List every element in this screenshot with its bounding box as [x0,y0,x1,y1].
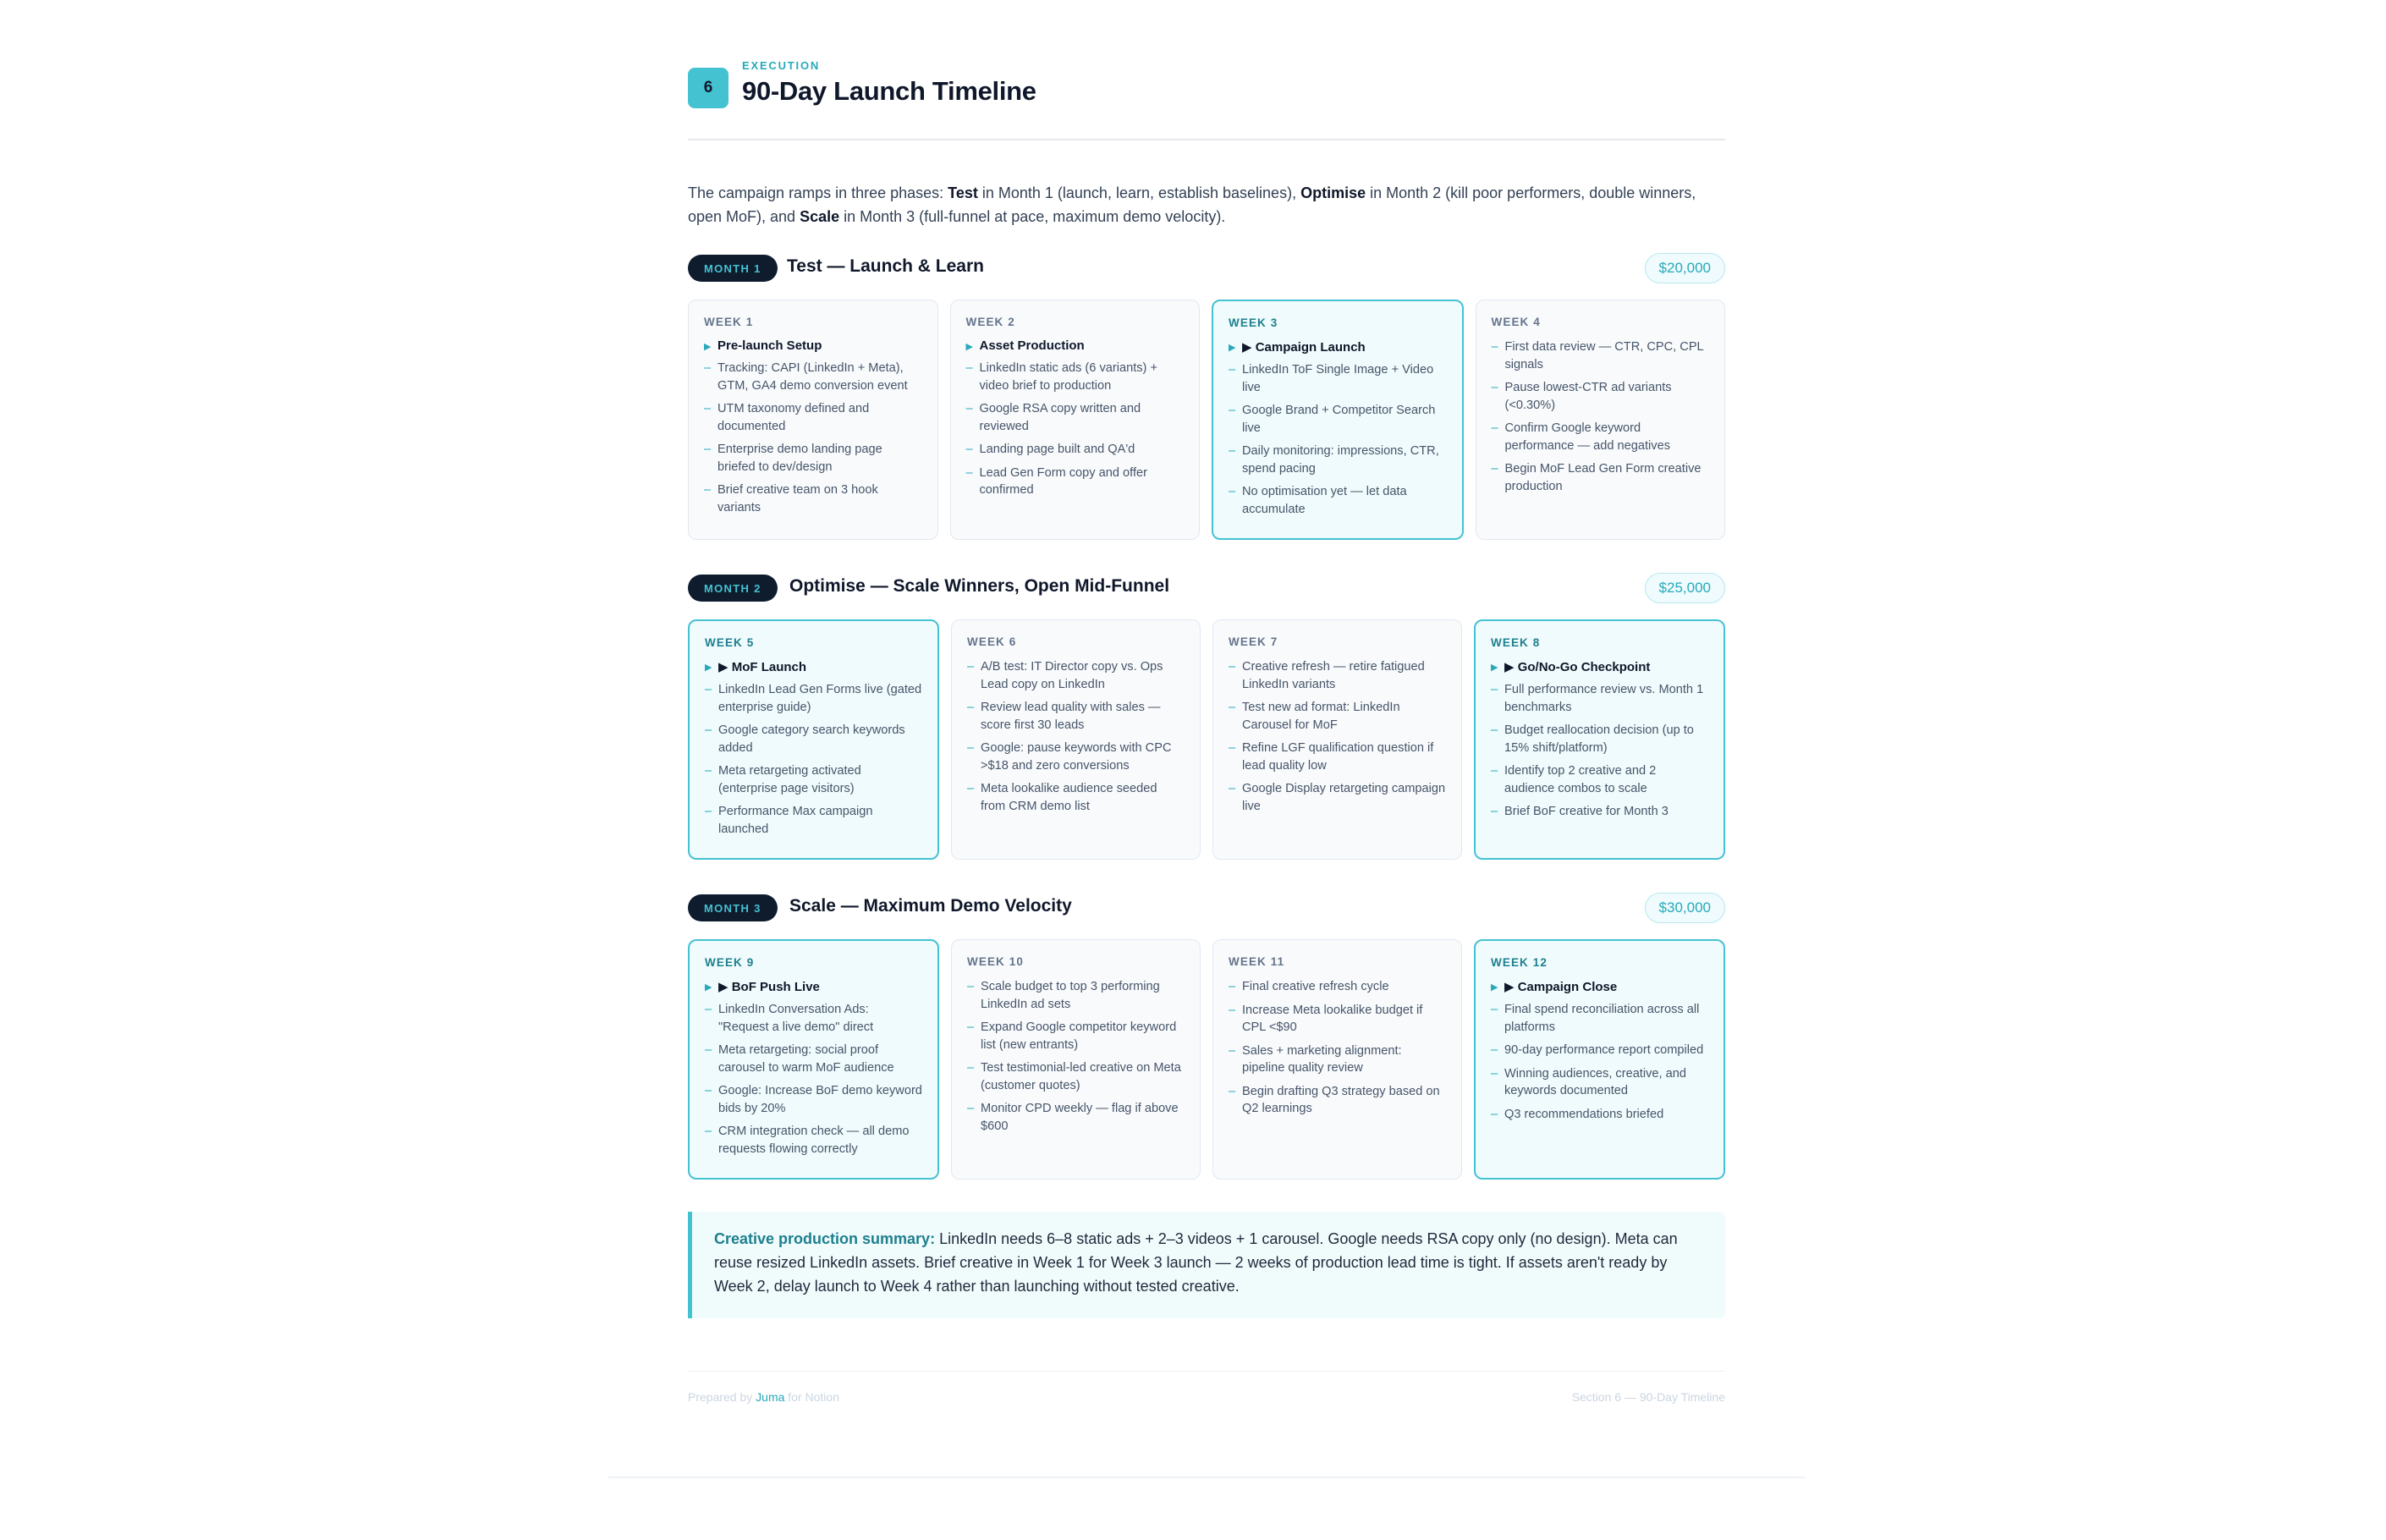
list-item: – Expand Google competitor keyword list (new entrants) [967,1020,1177,1052]
week-label: WEEK 1 [704,316,754,328]
week-heading [705,979,922,994]
list-item: – Lead Gen Form copy and offer confirmed [965,465,1147,497]
list-item: – Review lead quality with sales — score first 30 leads [967,701,1161,732]
dash-bullet-icon: – [705,1043,712,1057]
list-item: – Refine LGF qualification question if lead quality low [1229,741,1434,773]
week-card [950,300,1201,540]
month-budget-badge: $30,000 [1645,893,1725,923]
list-item: – Budget reallocation decision (up to 15% shift/platform) [1491,723,1694,755]
dash-bullet-icon: – [1491,1066,1498,1081]
list-item: – Landing page built and QA'd [966,441,1185,459]
month-pill: MONTH 3 [688,894,778,921]
week-task-list [704,360,922,516]
dash-bullet-icon: – [1229,741,1236,755]
page-bottom-divider [608,1477,1805,1478]
list-item: – Google: Increase BoF demo keyword bids by 20% [705,1084,922,1115]
dash-bullet-icon: – [1229,1043,1236,1058]
dash-bullet-icon: – [965,402,973,415]
list-item: – Meta retargeting activated (enterprise page visitors) [705,764,861,795]
intro-scale: Scale [800,208,840,225]
dash-bullet-icon: – [704,361,712,375]
dash-bullet-icon: – [705,805,712,818]
week-label: WEEK 8 [1491,636,1541,649]
list-item: – Identify top 2 creative and 2 audience combos to scale [1491,764,1657,795]
list-item: – Google Display retargeting campaign live [1229,782,1446,813]
week-label: WEEK 11 [1229,955,1285,968]
week-cards [688,300,1725,540]
week-label: WEEK 3 [1229,316,1278,329]
list-item: – Test testimonial-led creative on Meta (customer quotes) [967,1061,1181,1092]
dash-bullet-icon: – [1229,404,1236,417]
dash-bullet-icon: – [1229,660,1236,674]
list-item: – Brief BoF creative for Month 3 [1491,803,1708,821]
dash-bullet-icon: – [705,1003,712,1016]
dash-bullet-icon: – [1491,1043,1498,1057]
dash-bullet-icon: – [1229,980,1236,993]
week-task-list [1492,338,1710,495]
month-title: Scale — Maximum Demo Velocity [789,896,1072,916]
play-triangle-icon: ▶ [705,982,712,993]
week-task-list [705,1001,922,1158]
week-card [1476,300,1726,540]
summary-lead: Creative production summary: [714,1230,936,1247]
page-title: 90-Day Launch Timeline [742,76,1036,106]
list-item: – LinkedIn static ads (6 variants) + video brief to production [965,361,1157,393]
list-item: – Final creative refresh cycle [1229,978,1446,996]
list-item: – No optimisation yet — let data accumulate [1229,485,1407,516]
week-task-list [966,360,1185,499]
dash-bullet-icon: – [1491,1107,1498,1121]
week-task-list [705,681,922,838]
week-label: WEEK 2 [965,316,1015,328]
list-item: – Pause lowest-CTR ad variants (<0.30%) [1491,381,1672,412]
intro-paragraph: The campaign ramps in three phases: Test in Month 1 (launch, learn, establish baselines), Optimise in Month 2 (kill poor performers, double winners, open MoF), and Scale in Month 3 (full-funnel at pace, maximum demo velocity). [688,184,1696,225]
month-pill: MONTH 1 [688,255,778,282]
dash-bullet-icon: – [1491,421,1498,435]
week-card [951,939,1201,1180]
week-label: WEEK 6 [967,635,1017,648]
dash-bullet-icon: – [965,361,973,375]
week-card [951,619,1201,860]
list-item: – Tracking: CAPI (LinkedIn + Meta), GTM, GA4 demo conversion event [704,361,908,393]
list-item: – Increase Meta lookalike budget if CPL <$90 [1229,1003,1423,1034]
month-budget-badge: $20,000 [1645,253,1725,283]
week-card [688,300,938,540]
week-heading [1491,659,1708,674]
month-2-block [688,574,1725,860]
document-page [688,56,1725,1422]
list-item: – Q3 recommendations briefed [1491,1106,1708,1124]
list-item: – Google RSA copy written and reviewed [965,402,1141,433]
dash-bullet-icon: – [704,443,712,456]
week-cards [688,619,1725,860]
section-number-badge: 6 [688,68,728,108]
intro-test: Test [948,184,978,201]
week-card [1212,939,1462,1180]
dash-bullet-icon: – [1491,381,1498,394]
dash-bullet-icon: – [967,1102,975,1115]
dash-bullet-icon: – [705,1125,712,1138]
month-3-block [688,894,1725,1180]
list-item: – A/B test: IT Director copy vs. Ops Lead copy on LinkedIn [967,660,1163,691]
list-item: – Brief creative team on 3 hook variants [704,483,878,514]
dash-bullet-icon: – [1229,485,1236,498]
list-item: – CRM integration check — all demo requests flowing correctly [705,1125,910,1156]
week-label: WEEK 7 [1229,635,1278,648]
dash-bullet-icon: – [1491,1003,1498,1016]
dash-bullet-icon: – [704,402,712,415]
week-card [688,619,939,860]
list-item: – LinkedIn ToF Single Image + Video live [1229,363,1434,394]
week-task-list [1229,978,1446,1118]
week-card [688,939,939,1180]
week-task-list [1491,681,1708,821]
list-item: – Creative refresh — retire fatigued LinkedIn variants [1229,660,1425,691]
week-card [1212,619,1462,860]
week-heading [1491,979,1708,994]
dash-bullet-icon: – [1491,764,1498,778]
week-heading-text: Asset Production [979,338,1085,353]
dash-bullet-icon: – [967,980,975,993]
footer-brand-link[interactable]: Juma [756,1390,785,1404]
footer-prepared-by: Prepared by Juma for Notion [688,1390,839,1404]
list-item: – UTM taxonomy defined and documented [704,402,870,433]
list-item: – LinkedIn Conversation Ads: "Request a live demo" direct [705,1003,874,1034]
list-item: – Google: pause keywords with CPC >$18 and zero conversions [967,741,1172,773]
list-item: – Performance Max campaign launched [705,805,873,836]
week-cards [688,939,1725,1180]
dash-bullet-icon: – [965,443,973,456]
week-label: WEEK 5 [705,636,755,649]
month-header [688,894,1725,922]
week-task-list [1229,361,1447,518]
week-heading [705,659,922,674]
list-item: – First data review — CTR, CPC, CPL signals [1491,340,1704,371]
list-item: – Enterprise demo landing page briefed to dev/design [704,443,882,474]
dash-bullet-icon: – [965,465,973,480]
dash-bullet-icon: – [1229,782,1236,795]
week-heading-text: ▶ MoF Launch [718,660,807,674]
list-item: – Scale budget to top 3 performing LinkedIn ad sets [967,980,1160,1011]
week-heading-text: ▶ Go/No-Go Checkpoint [1504,660,1651,674]
list-item: – Sales + marketing alignment: pipeline quality review [1229,1043,1402,1075]
list-item: – LinkedIn Lead Gen Forms live (gated enterprise guide) [705,683,922,714]
list-item: – Winning audiences, creative, and keywords documented [1491,1066,1686,1097]
dash-bullet-icon: – [1229,701,1236,714]
week-label: WEEK 10 [967,955,1024,968]
list-item: – Google category search keywords added [705,723,905,755]
section-kicker: EXECUTION [742,59,821,72]
section-header [688,56,1725,140]
play-triangle-icon: ▶ [705,663,712,673]
play-triangle-icon: ▶ [965,342,973,352]
list-item: – Daily monitoring: impressions, CTR, spend pacing [1229,444,1439,476]
dash-bullet-icon: – [967,741,975,755]
list-item: – Meta lookalike audience seeded from CRM demo list [967,782,1157,813]
page-footer [688,1371,1725,1422]
month-header [688,254,1725,283]
creative-production-summary [688,1212,1725,1318]
list-item: – Meta retargeting: social proof carousel to warm MoF audience [705,1043,894,1075]
list-item: – Begin MoF Lead Gen Form creative production [1491,462,1702,493]
week-task-list [1229,658,1446,815]
dash-bullet-icon: – [1491,462,1498,476]
summary-text: LinkedIn needs 6–8 static ads + 2–3 videos + 1 carousel. Google needs RSA copy only (no design). Meta can reuse resized LinkedIn assets. Brief creative in Week 1 for Week 3 launch — 2 weeks of production lead time is tight. If assets aren't ready by Week 2, delay launch to Week 4 rather than launching without tested creative. [714,1230,1678,1295]
dash-bullet-icon: – [1229,363,1236,377]
dash-bullet-icon: – [1491,683,1498,696]
dash-bullet-icon: – [1229,444,1236,458]
dash-bullet-icon: – [967,660,975,674]
dash-bullet-icon: – [1491,340,1498,354]
week-heading-text: ▶ Campaign Launch [1242,340,1366,355]
dash-bullet-icon: – [967,1020,975,1034]
week-card [1474,939,1725,1180]
month-pill: MONTH 2 [688,575,778,602]
list-item: – Monitor CPD weekly — flag if above $600 [967,1102,1179,1133]
list-item: – Full performance review vs. Month 1 benchmarks [1491,683,1704,714]
week-heading-text: Pre-launch Setup [717,338,822,353]
list-item: – Final spend reconciliation across all platforms [1491,1003,1700,1034]
dash-bullet-icon: – [705,683,712,696]
dash-bullet-icon: – [1491,723,1498,737]
week-heading [704,338,922,353]
play-triangle-icon: ▶ [1229,343,1236,353]
week-heading [1229,339,1447,355]
list-item: – 90-day performance report compiled [1491,1042,1708,1059]
dash-bullet-icon: – [1229,1084,1236,1098]
week-card [1474,619,1725,860]
dash-bullet-icon: – [705,1084,712,1097]
week-card [1212,300,1464,540]
list-item: – Test new ad format: LinkedIn Carousel for MoF [1229,701,1400,732]
month-1-block [688,254,1725,540]
play-triangle-icon: ▶ [1491,982,1498,993]
dash-bullet-icon: – [705,723,712,737]
intro-optimise: Optimise [1300,184,1366,201]
dash-bullet-icon: – [705,764,712,778]
month-title: Optimise — Scale Winners, Open Mid-Funnel [789,576,1170,596]
play-triangle-icon: ▶ [704,342,712,352]
dash-bullet-icon: – [967,782,975,795]
list-item: – Google Brand + Competitor Search live [1229,404,1436,435]
week-task-list [967,658,1185,815]
dash-bullet-icon: – [1491,805,1498,818]
month-budget-badge: $25,000 [1645,573,1725,603]
list-item: – Confirm Google keyword performance — add negatives [1491,421,1671,453]
week-task-list [1491,1001,1708,1123]
week-heading-text: ▶ BoF Push Live [718,980,820,994]
week-task-list [967,978,1185,1135]
dash-bullet-icon: – [967,1061,975,1075]
week-heading-text: ▶ Campaign Close [1504,980,1618,994]
week-label: WEEK 12 [1491,956,1548,969]
dash-bullet-icon: – [967,701,975,714]
month-header [688,574,1725,602]
week-heading [966,338,1185,353]
month-title: Test — Launch & Learn [787,256,984,276]
dash-bullet-icon: – [1229,1003,1236,1017]
week-label: WEEK 4 [1491,316,1541,328]
list-item: – Begin drafting Q3 strategy based on Q2 learnings [1229,1084,1440,1115]
play-triangle-icon: ▶ [1491,663,1498,673]
footer-section-label: Section 6 — 90-Day Timeline [1571,1390,1725,1404]
week-label: WEEK 9 [705,956,755,969]
dash-bullet-icon: – [704,483,712,497]
